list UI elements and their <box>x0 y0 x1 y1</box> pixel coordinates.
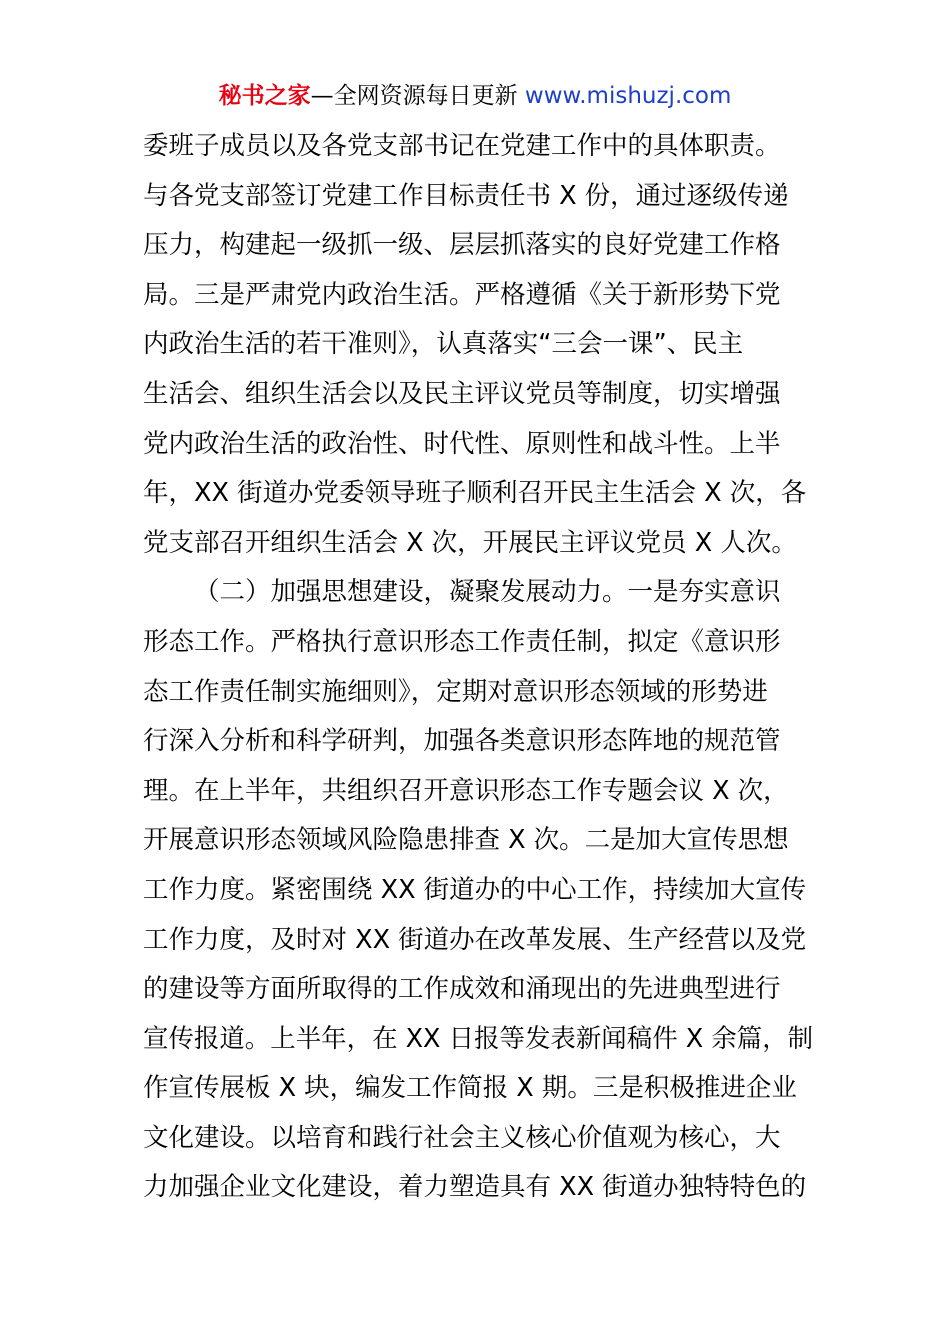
text-line: 党支部召开组织生活会 X 次，开展民主评议党员 X 人次。 <box>143 527 797 558</box>
site-tagline: —全网资源每日更新 <box>310 83 518 109</box>
text-line: 工作力度，及时对 XX 街道办在改革发展、生产经营以及党 <box>143 924 807 955</box>
site-header <box>0 80 950 112</box>
document-body <box>143 122 813 1213</box>
text-line: 党内政治生活的政治性、时代性、原则性和战斗性。上半 <box>143 428 781 459</box>
text-line: 开展意识形态领域风险隐患排查 X 次。二是加大宣传思想 <box>143 825 789 856</box>
text-line: 力加强企业文化建设，着力塑造具有 XX 街道办独特特色的 <box>143 1172 807 1203</box>
text-line: 态工作责任制实施细则》，定期对意识形态领域的形势进 <box>143 676 768 707</box>
text-line: 压力，构建起一级抓一级、层层抓落实的良好党建工作格 <box>143 230 781 261</box>
text-line: 局。三是严肃党内政治生活。严格遵循《关于新形势下党 <box>143 279 781 310</box>
text-line: 形态工作。严格执行意识形态工作责任制，拟定《意识形 <box>143 626 781 657</box>
text-line: 生活会、组织生活会以及民主评议党员等制度，切实增强 <box>143 378 781 409</box>
text-line: 的建设等方面所取得的工作成效和涌现出的先进典型进行 <box>143 974 781 1005</box>
text-line: 内政治生活的若干准则》，认真落实“三会一课”、民主 <box>143 329 744 360</box>
site-brand: 秘书之家 <box>218 83 311 109</box>
text-line: 理。在上半年，共组织召开意识形态工作专题会议 X 次， <box>143 775 789 806</box>
text-line: 作宣传展板 X 块，编发工作简报 X 期。三是积极推进企业 <box>143 1073 797 1104</box>
text-line: 文化建设。以培育和践行社会主义核心价值观为核心，大 <box>143 1122 781 1153</box>
text-line: 年，XX 街道办党委领导班子顺利召开民主生活会 X 次，各 <box>143 478 807 509</box>
section-heading-line: （二）加强思想建设，凝聚发展动力。一是夯实意识 <box>194 577 781 608</box>
text-line: 工作力度。紧密围绕 XX 街道办的中心工作，持续加大宣传 <box>143 874 807 905</box>
text-line: 宣传报道。上半年，在 XX 日报等发表新闻稿件 X 余篇，制 <box>143 1023 814 1054</box>
text-line: 与各党支部签订党建工作目标责任书 X 份，通过逐级传递 <box>143 180 789 211</box>
text-line: 委班子成员以及各党支部书记在党建工作中的具体职责。 <box>143 131 781 161</box>
site-url[interactable]: www.mishuzj.com <box>524 83 732 109</box>
text-line: 行深入分析和科学研判，加强各类意识形态阵地的规范管 <box>143 726 781 757</box>
